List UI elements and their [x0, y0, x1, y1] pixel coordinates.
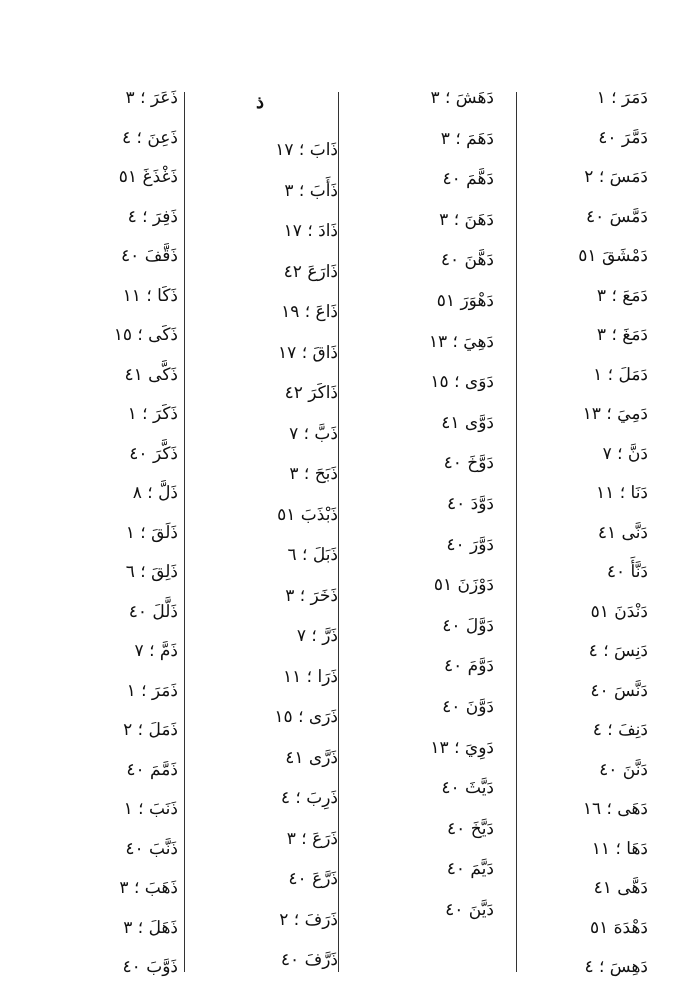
verb-entry: ذَمَّمَ ٤٠ — [126, 759, 178, 780]
verb-entry: ذَكَرَ ؛ ١ — [127, 404, 178, 424]
verb-entry: دَمَّرَ ٤٠ — [598, 127, 648, 148]
verb-entry: ذَعِنَ ؛ ٤ — [121, 127, 178, 148]
verb-entry: ذَكَّرَ ٤٠ — [129, 443, 178, 464]
verb-entry: دَمَلَ ؛ ١ — [593, 364, 648, 385]
verb-entry: دَنِفَ ؛ ٤ — [592, 720, 648, 740]
verb-entry: دَهَّنَ ٤٠ — [440, 250, 494, 271]
verb-entry: ذَفِرَ ؛ ٤ — [127, 206, 178, 227]
verb-entry: ذَابَ ؛ ١٧ — [275, 140, 338, 160]
verb-entry: دَنِسَ ؛ ٤ — [588, 641, 648, 661]
verb-entry: دَيَّثَ ٤٠ — [441, 778, 494, 799]
verb-entry: ذَوَّبَ ٤٠ — [122, 957, 178, 977]
verb-entry: دَيَّنَ ٤٠ — [445, 899, 494, 920]
verb-entry: ذَهَبَ ؛ ٣ — [119, 878, 178, 898]
verb-entry: دَمَعَ ؛ ٣ — [596, 285, 648, 306]
column-1 — [548, 88, 648, 997]
verb-entry: دَنَّى ٤١ — [597, 522, 648, 543]
verb-entry: ذَرَّى ٤١ — [285, 747, 338, 768]
column-3 — [238, 140, 338, 991]
verb-entry: ذَاقَ ؛ ١٧ — [278, 342, 338, 363]
verb-entry: ذَرَّفَ ٤٠ — [280, 950, 338, 970]
verb-entry: دَهَشَ ؛ ٣ — [430, 88, 494, 108]
verb-entry: ذَلَقَ ؛ ١ — [125, 522, 178, 543]
verb-entry: ذَرَى ؛ ١٥ — [274, 707, 338, 727]
verb-entry: دَهَى ؛ ١٦ — [582, 799, 648, 819]
section-letter-heading: ذ — [256, 92, 265, 113]
verb-entry: ذَرَا ؛ ١١ — [283, 666, 338, 687]
verb-entry: دَوَّى ٤١ — [441, 412, 494, 433]
verb-entry: ذَلَّلَ ٤٠ — [128, 601, 178, 622]
verb-entry: ذَرَعَ ؛ ٣ — [286, 828, 338, 849]
verb-entry: دَيَّخَ ٤٠ — [447, 818, 494, 839]
verb-entry: دَوَّنَ ٤٠ — [442, 696, 494, 717]
verb-entry: دَوْزَنَ ٥١ — [433, 575, 494, 596]
verb-entry: دَمِيَ ؛ ١٣ — [582, 404, 648, 424]
verb-entry: دَوَى ؛ ١٥ — [430, 372, 494, 393]
verb-entry: ذَمَرَ ؛ ١ — [126, 680, 178, 701]
verb-entry: دَوَّمَ ٤٠ — [444, 656, 494, 677]
verb-entry: ذَارَعَ ٤٢ — [283, 261, 338, 282]
verb-entry: ذَكَّى ٤١ — [124, 364, 178, 385]
verb-entry: ذَكَا ؛ ١١ — [122, 285, 178, 306]
verb-entry: دَوَّلَ ٤٠ — [442, 615, 494, 636]
verb-entry: دَمْشَقَ ٥١ — [578, 246, 648, 266]
verb-entry: ذَلَّ ؛ ٨ — [132, 483, 178, 503]
verb-entry: دَهَّمَ ٤٠ — [442, 169, 494, 190]
verb-entry: ذَاعَ ؛ ١٩ — [281, 302, 338, 322]
verb-entry: دَهَّى ٤١ — [593, 878, 648, 898]
column-rule — [184, 92, 185, 972]
verb-entry: ذَهَلَ ؛ ٣ — [123, 917, 178, 938]
verb-entry: ذَادَ ؛ ١٧ — [283, 221, 338, 241]
verb-entry: دَهَا ؛ ١١ — [591, 838, 648, 859]
verb-entry: دَنَّنَ ٤٠ — [599, 759, 648, 780]
column-2 — [384, 88, 494, 940]
verb-entry: ذَنَّبَ ٤٠ — [125, 838, 178, 859]
verb-entry: دَمَغَ ؛ ٣ — [596, 325, 648, 345]
verb-entry: ذَلِقَ ؛ ٦ — [125, 562, 178, 582]
verb-entry: دَنَّسَ ٤٠ — [590, 680, 648, 701]
verb-entry: ذَرَفَ ؛ ٢ — [279, 909, 338, 930]
verb-entry: دَمَرَ ؛ ١ — [596, 88, 648, 108]
verb-entry: ذَمَّ ؛ ٧ — [134, 641, 178, 661]
verb-entry: دَنَا ؛ ١١ — [596, 483, 648, 503]
verb-entry: دَوِيَ ؛ ١٣ — [430, 737, 494, 758]
verb-entry: ذَقَّفَ ٤٠ — [121, 246, 178, 266]
verb-entry: دَنْدَنَ ٥١ — [590, 601, 648, 622]
verb-entry: ذَبْذَبَ ٥١ — [277, 504, 338, 525]
verb-entry: ذَاكَرَ ٤٢ — [284, 383, 338, 403]
verb-entry: دَمَسَ ؛ ٢ — [584, 167, 648, 187]
verb-entry: دَيَّمَ ٤٠ — [446, 859, 494, 880]
verb-entry: دَهْدَهَ ٥١ — [589, 917, 648, 938]
verb-entry: ذَعَرَ ؛ ٣ — [125, 88, 178, 108]
verb-entry: دَوَّرَ ٤٠ — [446, 534, 494, 555]
verb-entry: دَهِسَ ؛ ٤ — [584, 957, 648, 977]
column-rule — [338, 92, 339, 972]
verb-entry: ذَرَّعَ ٤٠ — [288, 869, 338, 889]
verb-entry: ذَرِبَ ؛ ٤ — [280, 788, 338, 808]
verb-entry: ذَنَبَ ؛ ١ — [123, 799, 178, 819]
verb-entry: دَهْوَرَ ٥١ — [436, 290, 494, 311]
verb-entry: دَهَنَ ؛ ٣ — [439, 209, 494, 230]
verb-entry: ذَخَرَ ؛ ٣ — [285, 585, 338, 606]
verb-entry: دَهِيَ ؛ ١٣ — [428, 331, 494, 352]
verb-entry: دَنَّ ؛ ٧ — [602, 443, 648, 464]
column-4 — [92, 88, 178, 997]
verb-entry: دَهَمَ ؛ ٣ — [440, 128, 494, 149]
column-rule — [516, 92, 517, 972]
verb-entry: دَنَّأَ ٤٠ — [606, 562, 648, 582]
verb-entry: دَوَّخَ ٤٠ — [443, 453, 494, 474]
verb-entry: ذَرَّ ؛ ٧ — [296, 626, 338, 646]
verb-entry: دَمَّسَ ٤٠ — [585, 206, 648, 227]
verb-entry: ذَمَلَ ؛ ٢ — [123, 720, 178, 740]
verb-entry: ذَغْذَغَ ٥١ — [118, 167, 178, 187]
verb-entry: ذَأَبَ ؛ ٣ — [284, 180, 338, 201]
verb-entry: ذَبَحَ ؛ ٣ — [289, 464, 338, 484]
verb-entry: ذَبَلَ ؛ ٦ — [287, 545, 338, 565]
verb-entry: ذَكَى ؛ ١٥ — [113, 325, 178, 345]
verb-entry: ذَبَّ ؛ ٧ — [289, 423, 338, 444]
verb-entry: دَوَّدَ ٤٠ — [446, 493, 494, 514]
